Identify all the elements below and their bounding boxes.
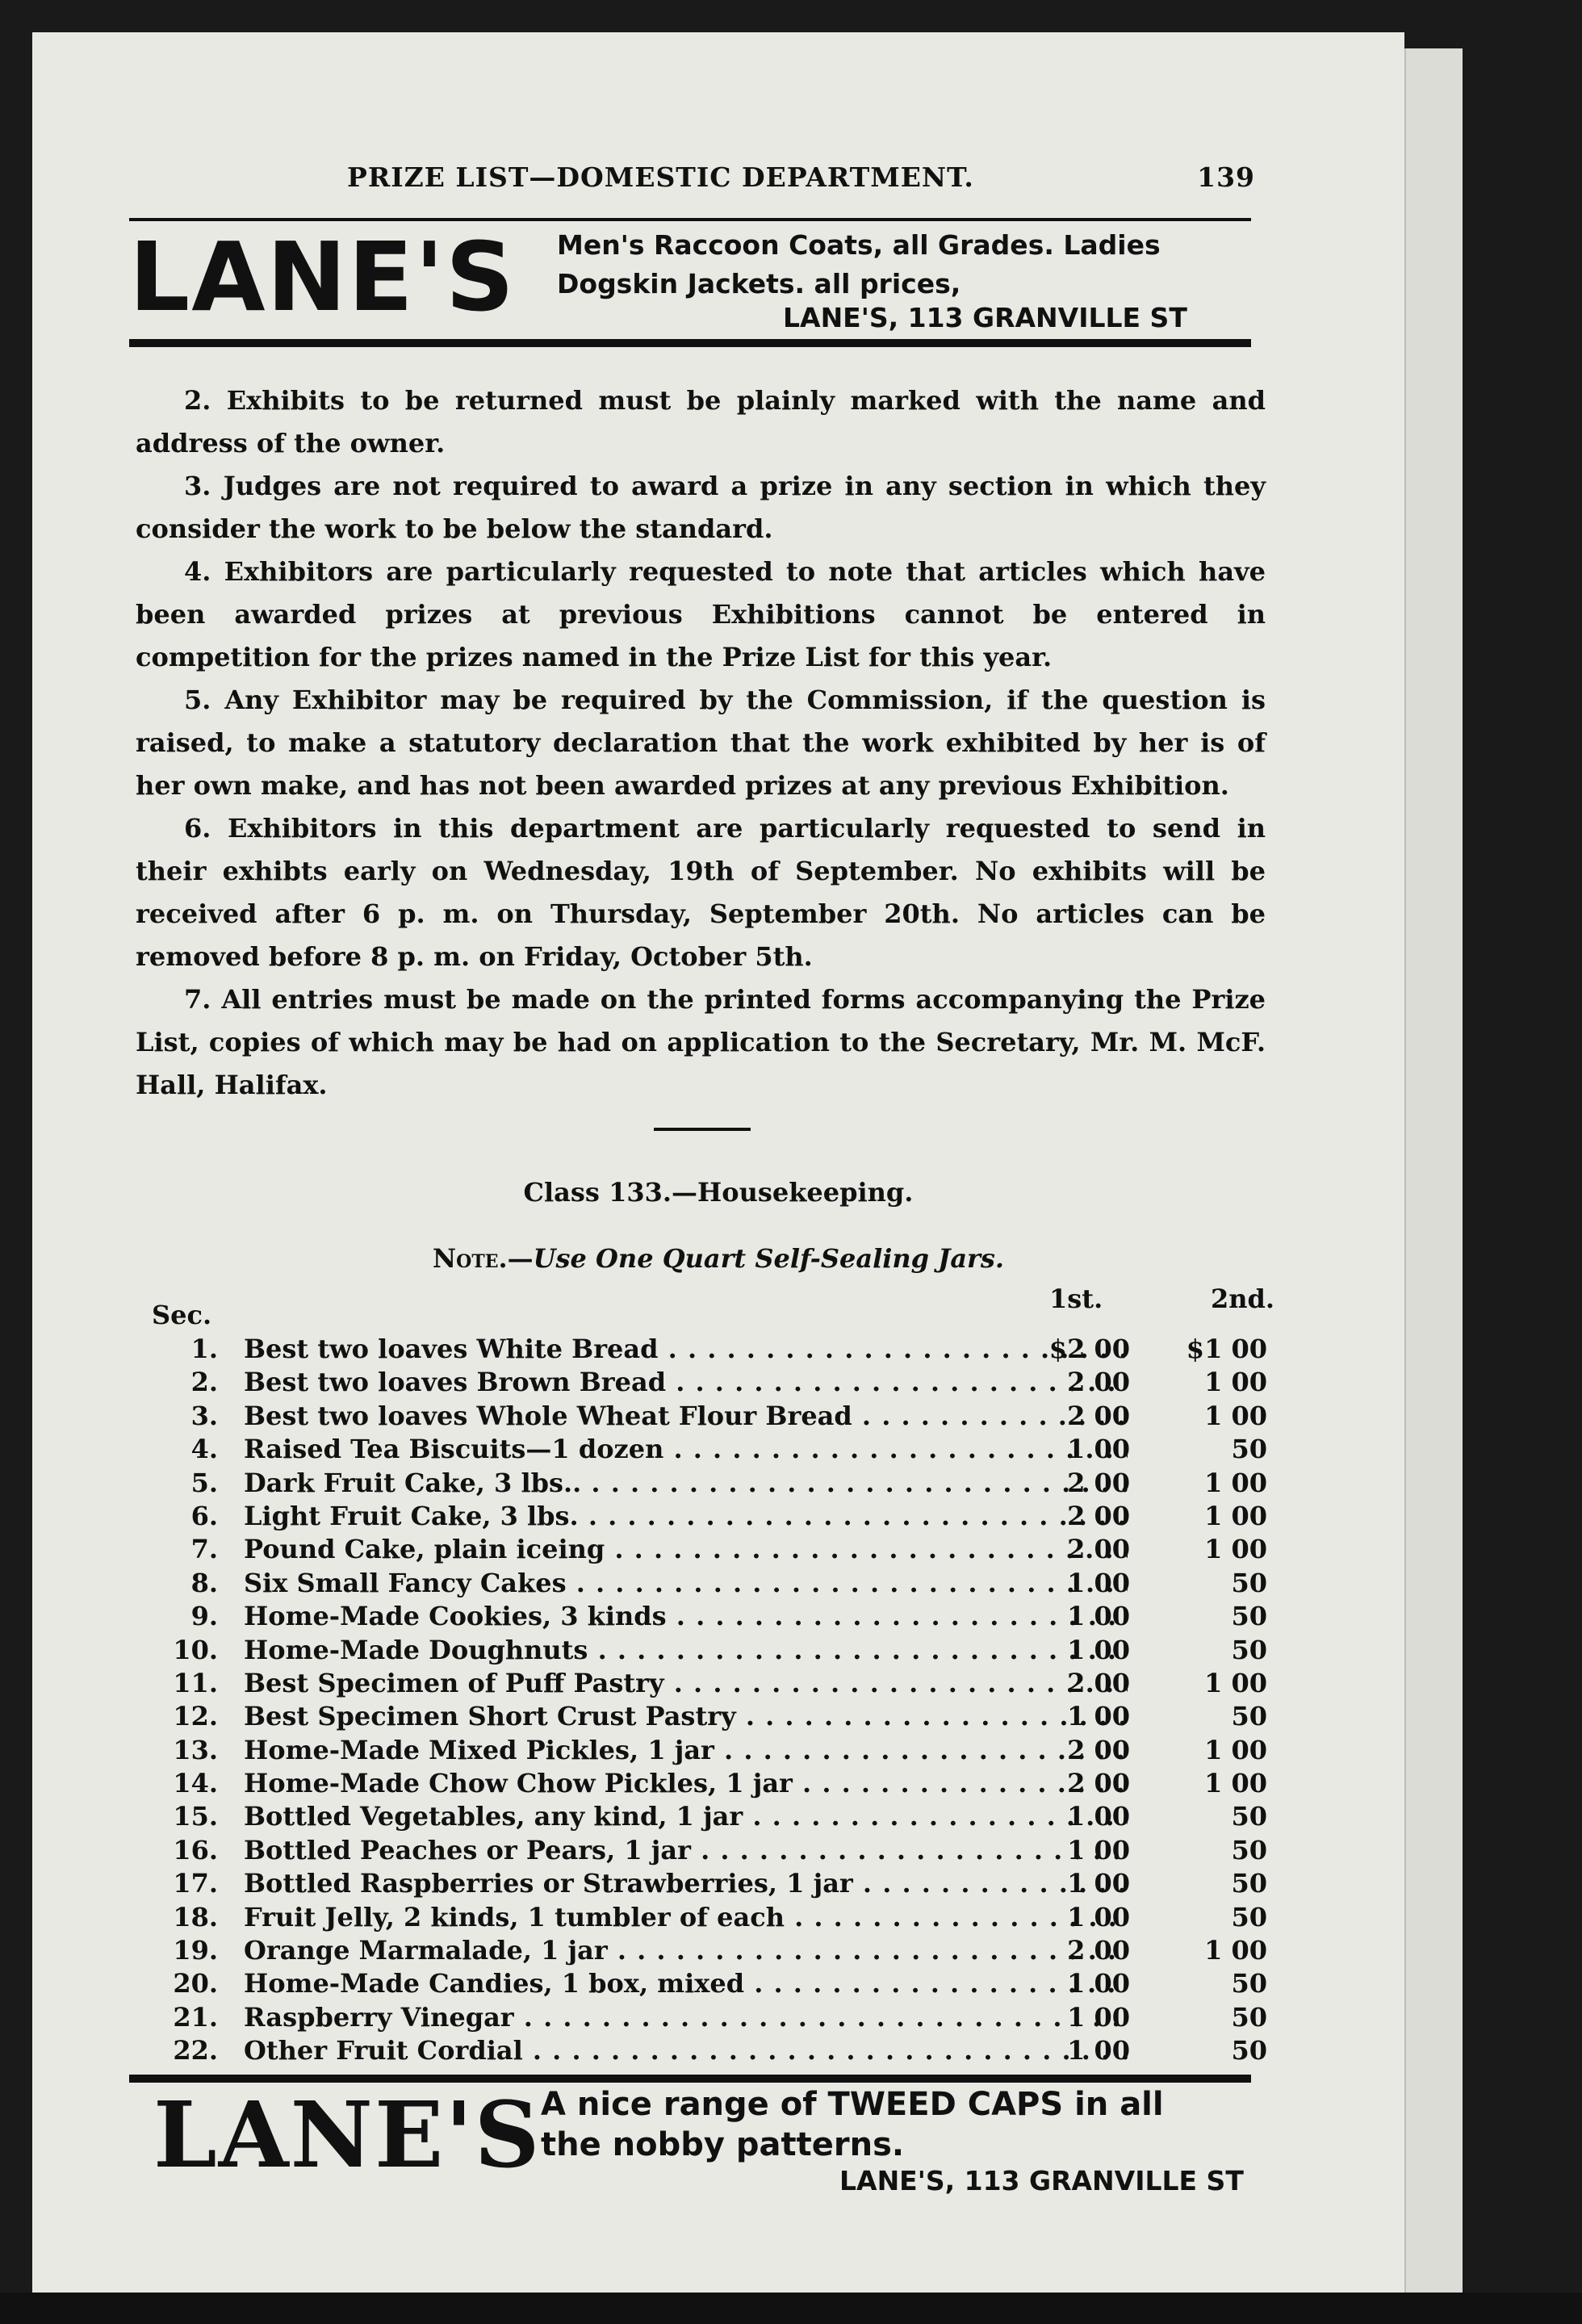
row-description: Light Fruit Cake, 3 lbs. . . .: [244, 1501, 1128, 1531]
row-second-prize: 50: [1231, 1701, 1267, 1732]
table-row: [145, 1568, 1275, 1601]
row-first-prize: 1 00: [1067, 1901, 1130, 1932]
row-number: 1.: [190, 1334, 218, 1364]
table-row: [145, 1735, 1275, 1768]
ad-top-line-2: Dogskin Jackets. all prices,: [557, 268, 961, 299]
table-row: [145, 1601, 1275, 1634]
table-row: [145, 1935, 1275, 1968]
row-number: 20.: [173, 1968, 218, 1999]
header-sec: Sec.: [152, 1300, 212, 1330]
row-first-prize: 2 00: [1067, 1400, 1130, 1431]
row-number: 8.: [190, 1567, 218, 1598]
row-description: Dark Fruit Cake, 3 lbs.. . . .: [244, 1468, 1128, 1498]
row-number: 7.: [190, 1534, 218, 1565]
table-row: [145, 1701, 1275, 1734]
row-first-prize: 1 00: [1067, 1601, 1130, 1632]
row-first-prize: 1 00: [1067, 1801, 1130, 1832]
row-number: 4.: [190, 1434, 218, 1465]
advertisement-bottom: [129, 2075, 1251, 2196]
row-number: 15.: [173, 1801, 218, 1832]
table-row: [145, 1801, 1275, 1834]
row-second-prize: 1 00: [1204, 1734, 1267, 1765]
scan-border: [0, 2293, 1582, 2324]
page-edge: [1404, 48, 1463, 2301]
row-first-prize: 1 00: [1067, 1968, 1130, 1999]
table-row: [145, 1434, 1275, 1467]
row-number: 18.: [173, 1901, 218, 1932]
row-second-prize: 1 00: [1204, 1935, 1267, 1966]
row-description: Home-Made Mixed Pickles, 1 jar . . .: [244, 1735, 1128, 1765]
row-first-prize: 1 00: [1067, 2001, 1130, 2033]
row-first-prize: 2 00: [1067, 1935, 1130, 1966]
rule-7: 7. All entries must be made on the printed forms accompanying the Prize List, copies of which may be had on application to the Secretary, Mr. M. McF. Hall, Halifax.: [136, 984, 1266, 1100]
row-number: 17.: [173, 1868, 218, 1899]
note-text: Use One Quart Self-Sealing Jars.: [533, 1243, 1005, 1274]
table-row: [145, 1668, 1275, 1701]
row-number: 9.: [190, 1601, 218, 1632]
row-first-prize: 2 00: [1067, 1768, 1130, 1799]
table-row: [145, 1401, 1275, 1434]
header-second: 2nd.: [1211, 1283, 1275, 1314]
note-label: Note.—: [432, 1243, 534, 1274]
table-row: [145, 1835, 1275, 1868]
row-second-prize: 50: [1231, 1968, 1267, 1999]
ad-bottom-brand: LANE'S: [153, 2083, 542, 2188]
table-row: [145, 1902, 1275, 1935]
ad-top-address: LANE'S, 113 GRANVILLE ST: [783, 302, 1187, 333]
row-number: 12.: [173, 1701, 218, 1732]
row-description: Best two loaves Whole Wheat Flour Bread . . .: [244, 1401, 1128, 1431]
row-description: Best two loaves Brown Bread . . .: [244, 1367, 1128, 1397]
ad-bottom-line-2: the nobby patterns.: [541, 2126, 905, 2163]
row-number: 14.: [173, 1768, 218, 1799]
row-description: Raised Tea Biscuits—1 dozen . . .: [244, 1434, 1128, 1464]
table-row: [145, 1501, 1275, 1534]
row-description: Home-Made Doughnuts . . .: [244, 1635, 1128, 1665]
row-second-prize: 1 00: [1204, 1367, 1267, 1398]
ad-top-brand: LANE'S: [129, 221, 516, 333]
prize-table: [145, 1283, 1275, 2069]
note: [32, 1243, 1404, 1274]
row-number: 13.: [173, 1734, 218, 1765]
table-row: [145, 1868, 1275, 1901]
row-first-prize: 2 00: [1067, 1667, 1130, 1698]
row-second-prize: 50: [1231, 1868, 1267, 1899]
row-number: 3.: [190, 1400, 218, 1431]
row-description: Bottled Vegetables, any kind, 1 jar . . .: [244, 1801, 1128, 1832]
table-row: [145, 1534, 1275, 1567]
row-first-prize: $2 00: [1048, 1334, 1130, 1364]
row-number: 16.: [173, 1834, 218, 1865]
row-first-prize: 1 00: [1067, 1434, 1130, 1465]
row-first-prize: 2 00: [1067, 1500, 1130, 1531]
row-second-prize: 1 00: [1204, 1400, 1267, 1431]
row-second-prize: 1 00: [1204, 1768, 1267, 1799]
document-page: [32, 32, 1404, 2293]
row-description: Six Small Fancy Cakes . . .: [244, 1568, 1128, 1598]
rule-5: 5. Any Exhibitor may be required by the Commission, if the question is raised, to make a statutory declaration that the work exhibited by her is of her own make, and has not been awarded prizes at any previous Exhibition.: [136, 685, 1266, 801]
row-second-prize: 50: [1231, 1567, 1267, 1598]
row-description: Home-Made Cookies, 3 kinds . . .: [244, 1601, 1128, 1631]
row-number: 22.: [173, 2035, 218, 2066]
row-description: Best two loaves White Bread . . .: [244, 1334, 1128, 1364]
row-description: Best Specimen of Puff Pastry . . .: [244, 1668, 1128, 1698]
row-second-prize: 50: [1231, 2001, 1267, 2033]
row-second-prize: 1 00: [1204, 1534, 1267, 1565]
rules-list: [136, 379, 1266, 1107]
row-first-prize: 1 00: [1067, 1701, 1130, 1732]
table-header: [145, 1283, 1275, 1330]
row-second-prize: 1 00: [1204, 1667, 1267, 1698]
row-description: Raspberry Vinegar . . .: [244, 2002, 1128, 2033]
row-number: 21.: [173, 2001, 218, 2033]
row-description: Other Fruit Cordial . . .: [244, 2035, 1128, 2066]
row-first-prize: 2 00: [1067, 1367, 1130, 1398]
row-first-prize: 2 00: [1067, 1734, 1130, 1765]
section-divider: [654, 1128, 751, 1131]
rule-2: 2. Exhibits to be returned must be plainly marked with the name and address of the owner.: [136, 385, 1266, 459]
rule-3: 3. Judges are not required to award a prize in any section in which they consider the work to be below the standard.: [136, 471, 1266, 544]
rule-6: 6. Exhibitors in this department are particularly requested to send in their exhibts early on Wednesday, 19th of September. No exhibits will be received after 6 p. m. on Thursday, September 20th. No articles can be removed before 8 p. m. on Friday, October 5th.: [136, 813, 1266, 972]
row-second-prize: 50: [1231, 1434, 1267, 1465]
row-second-prize: 50: [1231, 1834, 1267, 1865]
row-description: Orange Marmalade, 1 jar . . .: [244, 1935, 1128, 1966]
page-number: 139: [1197, 161, 1255, 193]
row-second-prize: $1 00: [1186, 1334, 1267, 1364]
row-description: Pound Cake, plain iceing . . .: [244, 1534, 1128, 1564]
table-row: [145, 1768, 1275, 1801]
row-second-prize: 50: [1231, 1634, 1267, 1665]
table-row: [145, 2035, 1275, 2068]
ad-bottom-line-1: A nice range of TWEED CAPS in all: [541, 2086, 1164, 2123]
row-second-prize: 50: [1231, 1601, 1267, 1632]
row-number: 5.: [190, 1467, 218, 1498]
table-row: [145, 1334, 1275, 1367]
row-description: Home-Made Candies, 1 box, mixed . . .: [244, 1968, 1128, 1999]
row-description: Bottled Raspberries or Strawberries, 1 jar . . .: [244, 1868, 1128, 1899]
row-first-prize: 1 00: [1067, 2035, 1130, 2066]
ad-top-line-1: Men's Raccoon Coats, all Grades. Ladies: [557, 229, 1161, 261]
table-row: [145, 1367, 1275, 1400]
rule-4: 4. Exhibitors are particularly requested to note that articles which have been awarded prizes at previous Exhibitions cannot be entered in competition for the prizes named in the Prize List for this year.: [136, 556, 1266, 672]
ad-bottom-address: LANE'S, 113 GRANVILLE ST: [839, 2165, 1244, 2196]
row-second-prize: 50: [1231, 1801, 1267, 1832]
header-first: 1st.: [1049, 1283, 1103, 1314]
row-first-prize: 1 00: [1067, 1634, 1130, 1665]
row-description: Fruit Jelly, 2 kinds, 1 tumbler of each . . .: [244, 1902, 1128, 1932]
row-first-prize: 1 00: [1067, 1868, 1130, 1899]
table-row: [145, 1468, 1275, 1501]
row-number: 10.: [173, 1634, 218, 1665]
row-second-prize: 1 00: [1204, 1500, 1267, 1531]
row-first-prize: 2 00: [1067, 1467, 1130, 1498]
advertisement-top: [129, 218, 1251, 355]
class-title: Class 133.—Housekeeping.: [523, 1177, 914, 1208]
table-body: [145, 1334, 1275, 2069]
row-second-prize: 50: [1231, 2035, 1267, 2066]
row-description: Home-Made Chow Chow Pickles, 1 jar . . .: [244, 1768, 1128, 1798]
row-description: Bottled Peaches or Pears, 1 jar . . .: [244, 1835, 1128, 1865]
table-row: [145, 1968, 1275, 2001]
table-row: [145, 1635, 1275, 1668]
row-first-prize: 1 00: [1067, 1567, 1130, 1598]
row-second-prize: 1 00: [1204, 1467, 1267, 1498]
row-number: 6.: [190, 1500, 218, 1531]
table-row: [145, 2002, 1275, 2035]
running-head-title: PRIZE LIST—DOMESTIC DEPARTMENT.: [347, 161, 974, 193]
row-number: 2.: [190, 1367, 218, 1398]
row-description: Best Specimen Short Crust Pastry . . .: [244, 1701, 1128, 1731]
row-second-prize: 50: [1231, 1901, 1267, 1932]
row-number: 11.: [173, 1667, 218, 1698]
row-number: 19.: [173, 1935, 218, 1966]
row-first-prize: 1 00: [1067, 1834, 1130, 1865]
row-first-prize: 2 00: [1067, 1534, 1130, 1565]
